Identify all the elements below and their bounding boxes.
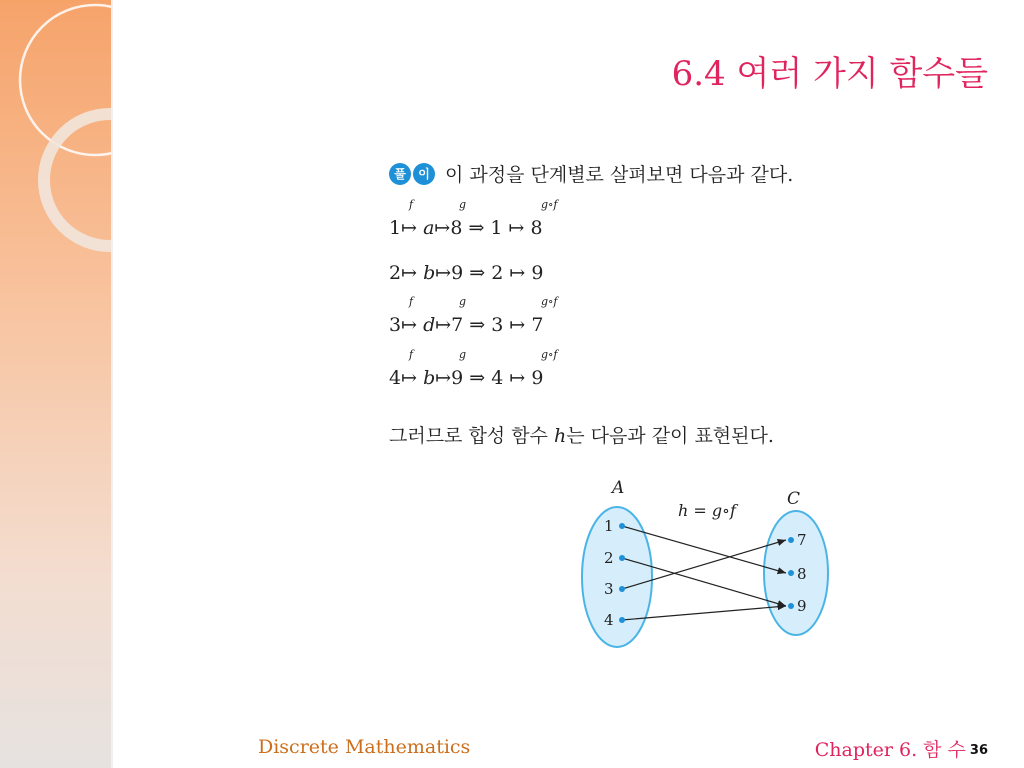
eq-mid-val: 7 [451,314,464,336]
domain-4: 4 [604,611,614,629]
set-a-ellipse [582,507,652,647]
eq-start: 2 [389,262,402,284]
point-4 [619,617,625,623]
equation-row-1 [389,198,558,239]
label-gf: g∘f [541,348,558,361]
mapsto-arrow: ↦ [401,314,424,336]
sidebar-divider [111,0,113,768]
point-3 [619,586,625,592]
conclusion-before: 그러므로 합성 함수 [389,425,554,447]
eq-mid-val: 9 [451,262,464,284]
eq-result-from: 4 [491,367,504,389]
mapsto-arrow: ↦ [435,262,452,284]
footer-chapter-text: Chapter 6. 함 수 [814,739,966,761]
function-label: h = g∘f [678,501,736,520]
eq-result-to: 7 [531,314,544,336]
badge-char-2: 이 [413,163,435,185]
label-g: g [459,348,467,361]
mapsto-arrow: ↦ [401,262,424,284]
equation-row-2 [389,262,543,284]
eq-mid: d [423,314,436,336]
mapsto-arrow: ↦ [435,367,452,389]
decorative-circles [0,0,113,768]
eq-result-to: 9 [531,262,544,284]
point-7 [788,537,794,543]
mapsto-arrow: ↦ [503,314,532,336]
conclusion-var: h [553,425,567,447]
footer-course: Discrete Mathematics [258,736,471,758]
eq-start: 4 [389,367,402,389]
eq-result-from: 3 [491,314,504,336]
set-a-label: A [612,478,625,498]
implies-arrow: ⇒ [468,217,491,239]
eq-mid-val: 8 [450,217,463,239]
badge-char-1: 풀 [389,163,411,185]
solution-intro [389,160,793,187]
point-2 [619,555,625,561]
label-f: f [409,348,414,361]
eq-mid-val: 9 [451,367,464,389]
domain-3: 3 [604,580,614,598]
conclusion-after: 는 다음과 같이 표현된다. [566,425,774,447]
codomain-8: 8 [797,565,807,583]
codomain-7: 7 [797,531,807,549]
label-g: g [459,295,467,308]
eq-mid: a [423,217,435,239]
implies-arrow: ⇒ [469,262,492,284]
mapsto-arrow: ↦ [401,367,424,389]
point-8 [788,570,794,576]
solution-text: 이 과정을 단계별로 살펴보면 다음과 같다. [445,164,794,186]
point-9 [788,603,794,609]
mapsto-arrow: ↦ [435,314,452,336]
eq-result-to: 9 [531,367,544,389]
equation-row-4 [389,348,558,389]
solution-badge [389,163,437,185]
footer-chapter [815,735,988,762]
label-gf: g∘f [541,295,558,308]
slide-title: 6.4 여러 가지 함수들 [671,54,988,94]
eq-result-to: 8 [530,217,543,239]
page-number: 36 [969,743,988,758]
mapsto-arrow: ↦ [434,217,451,239]
eq-start: 3 [389,314,402,336]
eq-result-from: 2 [491,262,504,284]
function-diagram [570,472,850,662]
mapsto-arrow: ↦ [503,367,532,389]
equation-row-3 [389,295,558,336]
set-c-label: C [787,489,801,509]
mapsto-arrow: ↦ [401,217,424,239]
implies-arrow: ⇒ [469,314,492,336]
eq-mid: b [423,367,436,389]
point-1 [619,523,625,529]
label-gf: g∘f [541,198,558,211]
conclusion-text [389,421,774,448]
eq-start: 1 [389,217,402,239]
domain-2: 2 [604,549,614,567]
eq-mid: b [423,262,436,284]
set-c-ellipse [764,511,828,635]
mapsto-arrow: ↦ [502,217,531,239]
label-f: f [409,295,414,308]
label-g: g [459,198,467,211]
eq-result-from: 1 [490,217,503,239]
label-f: f [409,198,414,211]
codomain-9: 9 [797,597,807,615]
decorative-sidebar [0,0,113,768]
implies-arrow: ⇒ [469,367,492,389]
mapsto-arrow: ↦ [503,262,532,284]
domain-1: 1 [604,517,614,535]
